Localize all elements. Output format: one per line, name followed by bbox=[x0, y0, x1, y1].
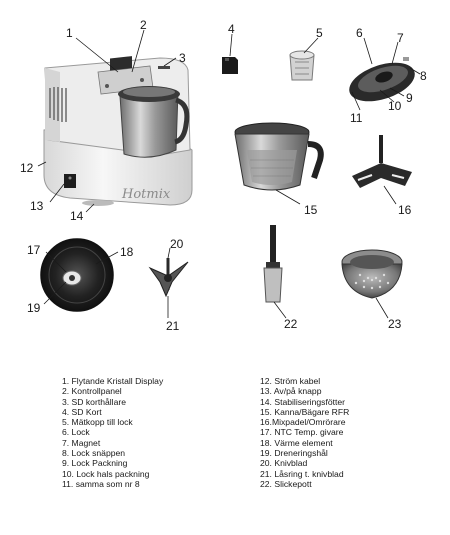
legend-item: 17. NTC Temp. givare bbox=[260, 427, 344, 438]
power-switch bbox=[64, 174, 76, 188]
callout-13: 13 bbox=[30, 199, 44, 213]
callout-15: 15 bbox=[304, 203, 318, 217]
legend-item: 4. SD Kort bbox=[62, 406, 102, 417]
legend-item: 3. SD korthållare bbox=[62, 396, 127, 407]
callout-8: 8 bbox=[420, 69, 427, 83]
sd-card-part bbox=[222, 57, 238, 74]
legend-item: 1. Flytande Kristall Display bbox=[62, 376, 164, 386]
spatula-part bbox=[264, 225, 282, 302]
legend-item: 7. Magnet bbox=[62, 437, 101, 448]
legend-left-column bbox=[62, 376, 247, 489]
thermomixer-appliance bbox=[44, 56, 192, 206]
callout-2: 2 bbox=[140, 18, 147, 32]
legend-item: 13. Av/på knapp bbox=[260, 386, 322, 397]
legend-item: 22. Slickepott bbox=[260, 478, 312, 489]
callout-18: 18 bbox=[120, 245, 134, 259]
legend-item: 20. Knivblad bbox=[260, 458, 308, 469]
callout-11: 11 bbox=[350, 111, 363, 125]
legend-item: 9. Lock Packning bbox=[62, 458, 128, 469]
callout-17: 17 bbox=[27, 243, 41, 257]
legend-item: 2. Kontrollpanel bbox=[62, 386, 122, 397]
callout-21: 21 bbox=[166, 319, 180, 333]
legend-right-column bbox=[260, 376, 440, 489]
callout-6: 6 bbox=[356, 26, 363, 40]
mixing-paddle-part bbox=[352, 135, 412, 188]
knife-blade-part bbox=[150, 258, 188, 296]
legend-item: 5. Mätkopp till lock bbox=[62, 417, 133, 428]
callout-19: 19 bbox=[27, 301, 41, 315]
callout-3: 3 bbox=[179, 51, 186, 65]
callout-23: 23 bbox=[388, 317, 402, 331]
callout-16: 16 bbox=[398, 203, 412, 217]
legend-item: 12. Ström kabel bbox=[260, 376, 321, 386]
measuring-cup-part bbox=[290, 51, 314, 80]
callout-14: 14 bbox=[70, 209, 84, 223]
callout-5: 5 bbox=[316, 26, 323, 40]
legend-item: 15. Kanna/Bägare RFR bbox=[260, 406, 350, 417]
legend-item: 21. Låsring t. knivblad bbox=[260, 468, 344, 479]
legend-item: 8. Lock snäppen bbox=[62, 448, 126, 459]
legend-item: 10. Lock hals packning bbox=[62, 468, 150, 479]
callout-9: 9 bbox=[406, 91, 413, 105]
callout-20: 20 bbox=[170, 237, 184, 251]
callout-1: 1 bbox=[66, 26, 73, 40]
legend-item: 6. Lock bbox=[62, 427, 90, 438]
callout-4: 4 bbox=[228, 22, 235, 36]
callout-22: 22 bbox=[284, 317, 298, 331]
legend-item: 16.Mixpadel/Omrörare bbox=[260, 417, 346, 428]
callout-12: 12 bbox=[20, 161, 34, 175]
sieve-basket-part bbox=[342, 250, 402, 298]
jug-part bbox=[235, 123, 321, 190]
heating-plate-part bbox=[41, 239, 113, 311]
legend-item: 19. Dreneringshål bbox=[260, 448, 328, 459]
legend-item: 14. Stabiliseringsfötter bbox=[260, 396, 346, 407]
callout-10: 10 bbox=[388, 99, 402, 113]
callout-7: 7 bbox=[397, 31, 404, 45]
legend-item: 18. Värme element bbox=[260, 437, 333, 448]
legend-item: 11. samma som nr 8 bbox=[62, 478, 140, 489]
brand-text: Hotmix bbox=[122, 187, 171, 202]
